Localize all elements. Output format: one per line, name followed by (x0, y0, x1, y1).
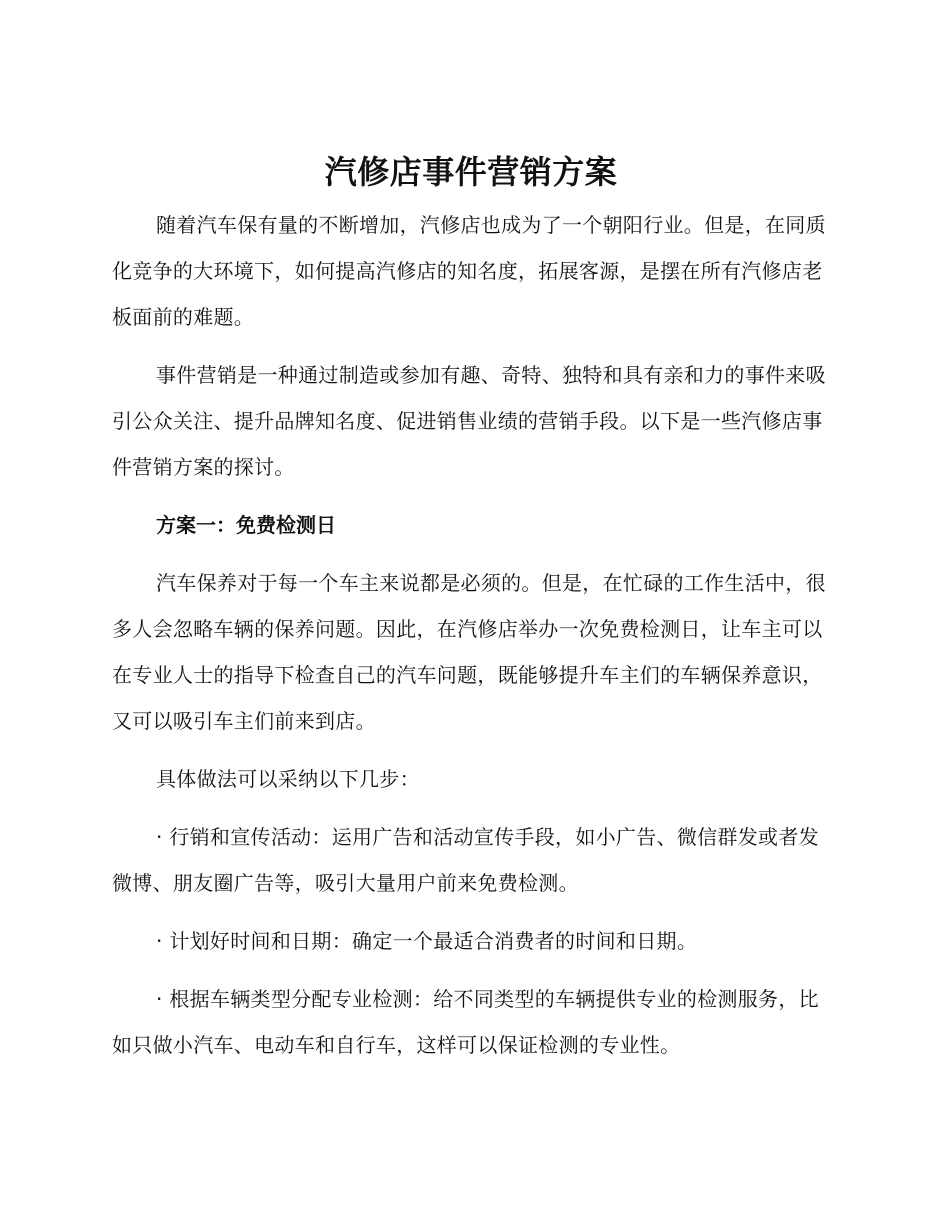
bullet-item-vehicle-types: · 根据车辆类型分配专业检测：给不同类型的车辆提供专业的检测服务，比如只做小汽车、电动车和自行车，这样可以保证检测的专业性。 (112, 987, 819, 1057)
bullet-item-schedule: · 计划好时间和日期：确定一个最适合消费者的时间和日期。 (156, 929, 698, 953)
section-heading: 方案一：免费检测日 (156, 513, 336, 537)
section-paragraph-2: 具体做法可以采纳以下几步： (156, 767, 420, 791)
intro-paragraph-2: 事件营销是一种通过制造或参加有趣、奇特、独特和具有亲和力的事件来吸引公众关注、提升品牌知名度、促进销售业绩的营销手段。以下是一些汽修店事件营销方案的探讨。 (112, 363, 826, 479)
section-paragraph-1: 汽车保养对于每一个车主来说都是必须的。但是，在忙碌的工作生活中，很多人会忽略车辆的保养问题。因此，在汽修店举办一次免费检测日，让车主可以在专业人士的指导下检查自己的汽车问题，既能够提升车主们的车辆保养意识，又可以吸引车主们前来到店。 (112, 571, 826, 733)
intro-paragraph-1: 随着汽车保有量的不断增加，汽修店也成为了一个朝阳行业。但是，在同质化竞争的大环境下，如何提高汽修店的知名度，拓展客源，是摆在所有汽修店老板面前的难题。 (112, 213, 826, 329)
document-title: 汽修店事件营销方案 (324, 153, 618, 191)
bullet-item-promotion: · 行销和宣传活动：运用广告和活动宣传手段，如小广告、微信群发或者发微博、朋友圈广告等，吸引大量用户前来免费检测。 (112, 825, 819, 895)
